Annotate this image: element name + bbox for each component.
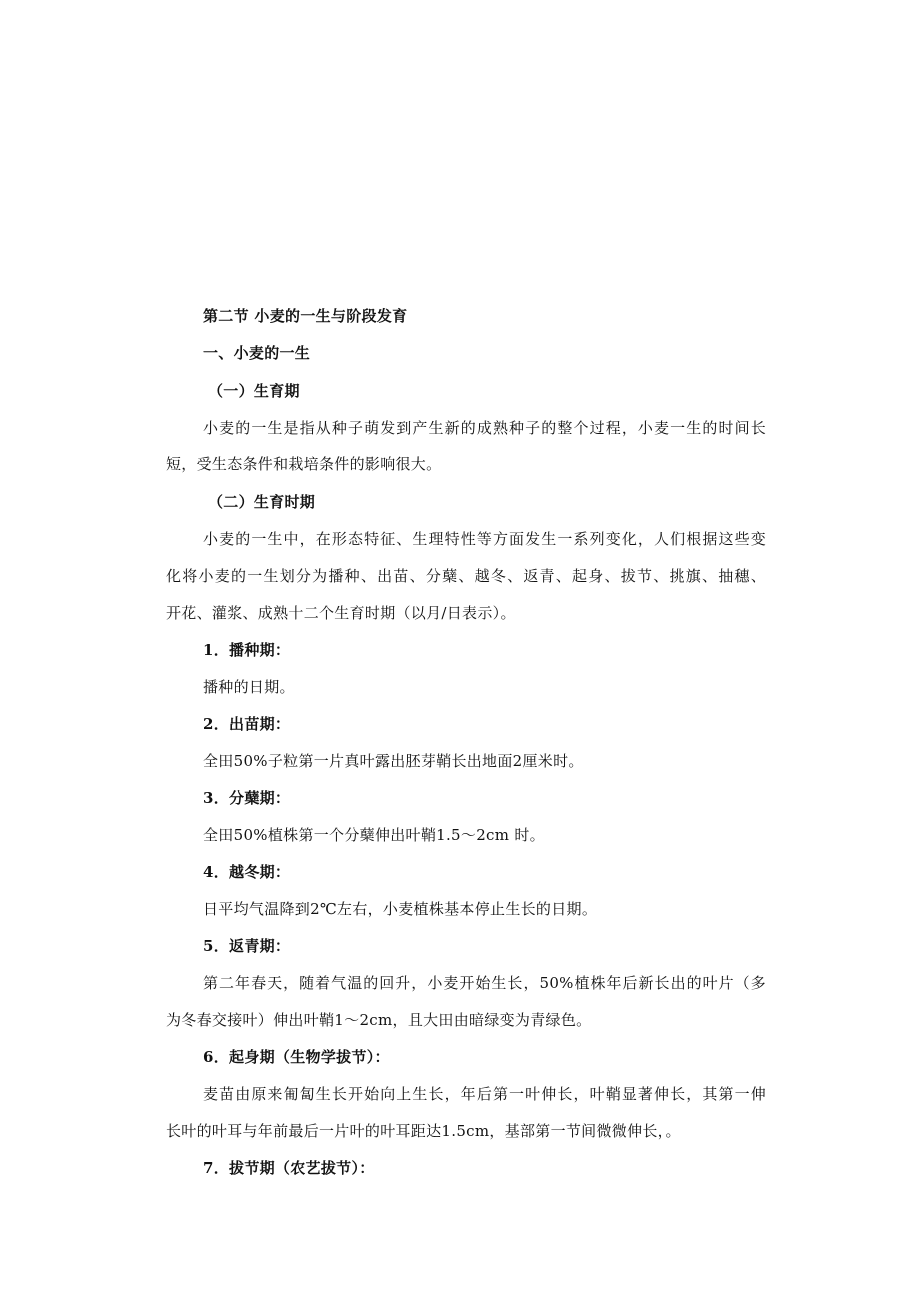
stage-description: 播种的日期。 xyxy=(203,678,295,696)
section-title: 第二节 小麦的一生与阶段发育 xyxy=(203,307,408,325)
stage-title-tillering: 3．分蘖期： xyxy=(203,789,291,807)
stage-title-emergence: 2．出苗期： xyxy=(203,715,291,733)
stage-description: 日平均气温降到2℃左右，小麦植株基本停止生长的日期。 xyxy=(203,900,598,918)
stage-description: 第二年春天，随着气温的回升，小麦开始生长，50%植株年后新长出的叶片（多 xyxy=(203,974,766,992)
paragraph-line: 短，受生态条件和栽培条件的影响很大。 xyxy=(166,455,442,473)
paragraph-line: 小麦的一生是指从种子萌发到产生新的成熟种子的整个过程，小麦一生的时间长 xyxy=(203,419,766,437)
subsection-heading-growth-stages: （二）生育时期 xyxy=(208,493,316,511)
paragraph-line: 小麦的一生中，在形态特征、生理特性等方面发生一系列变化，人们根据这些变 xyxy=(203,530,766,548)
stage-title-regreening: 5．返青期： xyxy=(203,937,291,955)
stage-description: 全田50%子粒第一片真叶露出胚芽鞘长出地面2厘米时。 xyxy=(203,752,584,770)
stage-description: 麦苗由原来匍匐生长开始向上生长，年后第一叶伸长，叶鞘显著伸长，其第一伸 xyxy=(203,1085,766,1103)
part-heading: 一、小麦的一生 xyxy=(203,344,311,362)
stage-description: 全田50%植株第一个分蘖伸出叶鞘1.5～2cm 时。 xyxy=(203,826,545,844)
stage-title-rising: 6．起身期（生物学拔节）： xyxy=(203,1048,390,1066)
stage-description: 长叶的叶耳与年前最后一片叶的叶耳距达1.5cm，基部第一节间微微伸长，。 xyxy=(166,1122,681,1140)
stage-title-sowing: 1．播种期： xyxy=(203,641,291,659)
stage-title-overwintering: 4．越冬期： xyxy=(203,863,291,881)
subsection-heading-growth-period: （一）生育期 xyxy=(208,382,300,400)
stage-title-jointing: 7．拔节期（农艺拔节）： xyxy=(203,1159,375,1177)
stage-description: 为冬春交接叶）伸出叶鞘1～2cm，且大田由暗绿变为青绿色。 xyxy=(166,1011,592,1029)
paragraph-line: 开花、灌浆、成熟十二个生育时期（以月/日表示）。 xyxy=(166,604,516,622)
paragraph-line: 化将小麦的一生划分为播种、出苗、分蘖、越冬、返青、起身、拔节、挑旗、抽穗、 xyxy=(166,567,766,585)
